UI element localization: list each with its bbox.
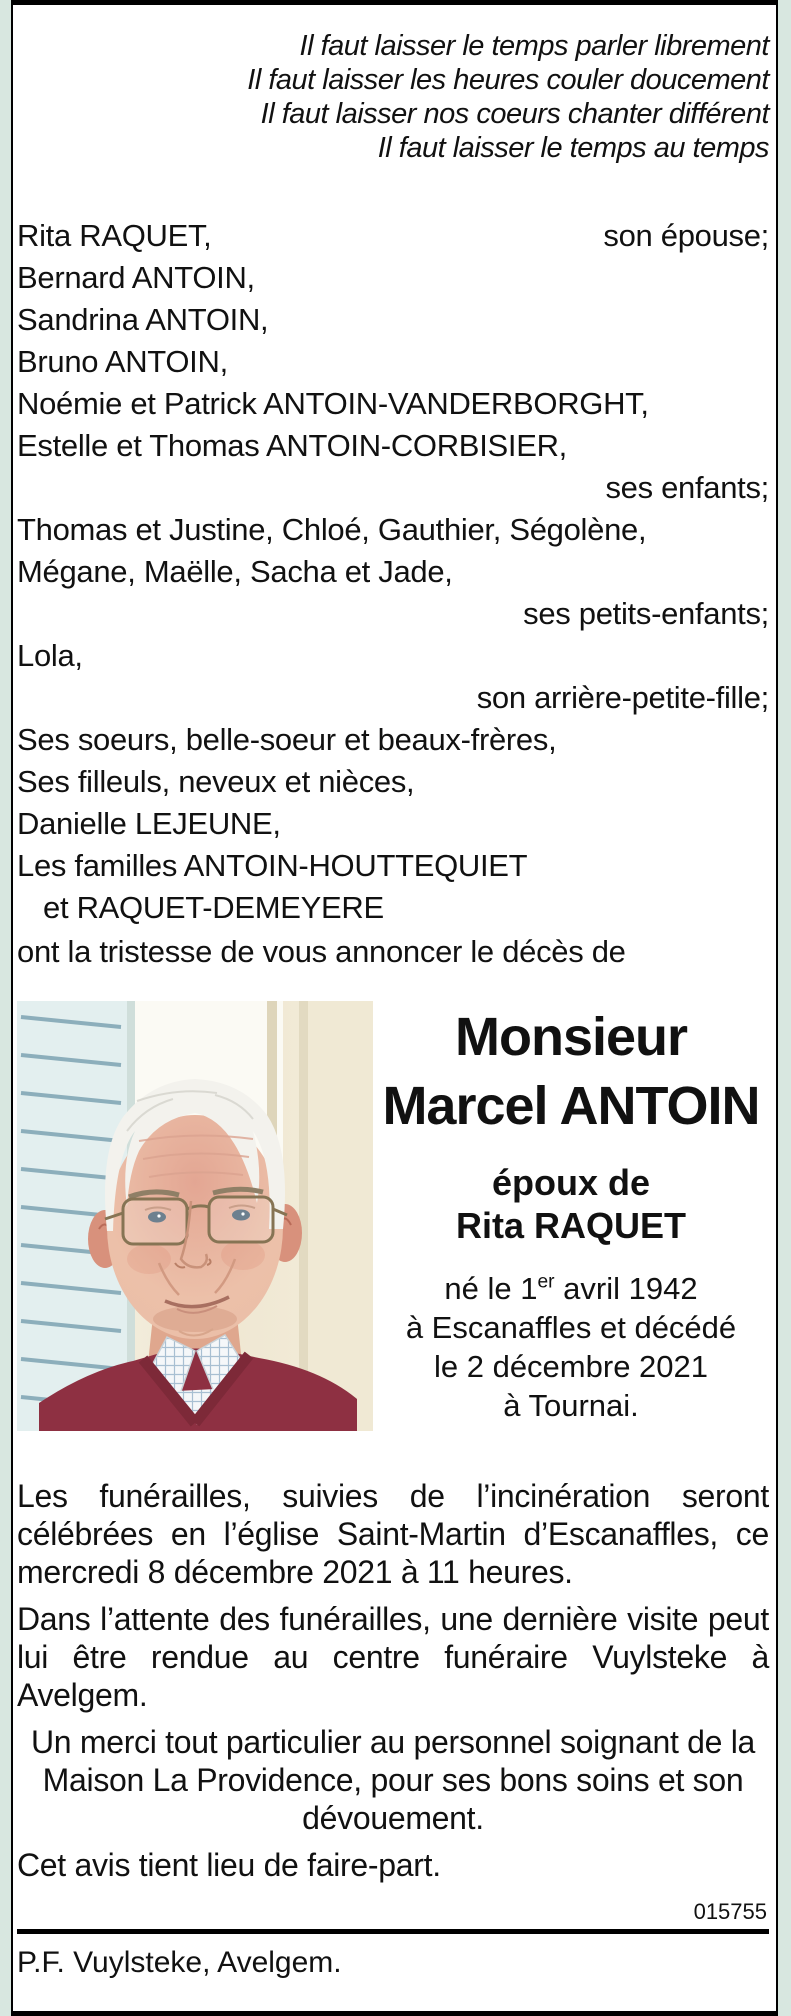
family-line [17,551,769,593]
family-line [17,467,769,509]
detail-line: le 2 décembre 2021 [433,1349,709,1384]
reference-number: 015755 [693,1899,767,1924]
deceased-title-prefix: Monsieur [454,1007,688,1067]
deceased-title [373,1003,769,1141]
family-line [17,719,769,761]
family-relation [567,425,769,467]
family-names: Lola, [17,638,83,673]
birth-line [373,1269,769,1308]
spouse-block [373,1161,769,1247]
family-line [17,341,769,383]
family-line [17,425,769,467]
family-list [17,215,769,929]
family-relation [527,845,769,887]
family-names: Les familles ANTOIN-HOUTTEQUIET [17,848,528,883]
family-line [17,299,769,341]
family-names: Rita RAQUET, [17,218,212,253]
deceased-section [17,1001,769,1431]
notice-paragraphs [17,1477,769,1884]
detail-line: à Tournai. [503,1388,639,1423]
announcement-line: ont la tristesse de vous annoncer le décès de [17,934,626,969]
family-names: Mégane, Maëlle, Sacha et Jade, [17,554,453,589]
family-line [17,803,769,845]
family-relation [414,761,769,803]
family-names: Bernard ANTOIN, [17,260,255,295]
deceased-block [373,1001,769,1431]
family-names: et RAQUET-DEMEYERE [43,890,384,925]
family-line [17,257,769,299]
notice-paragraph: Cet avis tient lieu de faire-part. [17,1847,441,1883]
family-names: Estelle et Thomas ANTOIN-CORBISIER, [17,428,567,463]
obituary-card [11,0,778,2016]
deceased-name: Marcel ANTOIN [382,1076,760,1136]
family-relation [649,383,769,425]
portrait-illustration [17,1001,373,1431]
thanks-paragraph: Un merci tout particulier au personnel soignant de la Maison La Providence, pour ses bons soins et son dévouement. [30,1724,756,1836]
poem-line: Il faut laisser nos coeurs chanter différent [260,98,769,130]
family-relation: ses enfants; [605,470,769,505]
visit-paragraph: Dans l’attente des funérailles, une dernière visite peut lui être rendue au centre funéraire Vuylsteke à Avelgem. [17,1601,769,1713]
divider-rule [17,1929,769,1934]
family-line [17,887,769,929]
family-names: Ses filleuls, neveux et nièces, [17,764,415,799]
family-line [17,635,769,677]
family-names: Noémie et Patrick ANTOIN-VANDERBORGHT, [17,386,649,421]
family-line [17,761,769,803]
family-relation [268,299,769,341]
family-relation: son épouse; [603,218,769,253]
family-relation [83,635,769,677]
family-line [17,593,769,635]
life-dates-block [373,1269,769,1425]
poem-line: Il faut laisser les heures couler doucement [247,64,769,96]
family-line [17,845,769,887]
family-relation [384,887,769,929]
family-names: Danielle LEJEUNE, [17,806,281,841]
family-names: Thomas et Justine, Chloé, Gauthier, Ségolène, [17,512,647,547]
poem-block [17,29,769,165]
birth-ordinal: er [537,1271,555,1293]
family-relation [281,803,769,845]
family-relation [255,257,769,299]
family-relation [646,509,769,551]
birth-suffix: avril 1942 [554,1271,698,1306]
family-names: Sandrina ANTOIN, [17,302,269,337]
family-line [17,509,769,551]
birth-prefix: né le 1 [444,1271,538,1306]
spouse-name: Rita RAQUET [455,1205,686,1246]
family-names: Bruno ANTOIN, [17,344,228,379]
spouse-label: époux de [491,1162,651,1203]
family-line [17,677,769,719]
family-relation [556,719,769,761]
poem-line: Il faut laisser le temps parler librement [299,30,769,62]
poem-line: Il faut laisser le temps au temps [377,132,769,164]
family-relation [228,341,769,383]
family-relation [453,551,769,593]
family-line [17,215,769,257]
family-names: Ses soeurs, belle-soeur et beaux-frères, [17,722,557,757]
funeral-home-signature: P.F. Vuylsteke, Avelgem. [17,1946,342,1979]
portrait-photo [17,1001,373,1431]
family-relation: ses petits-enfants; [523,596,769,631]
detail-line: à Escanaffles et décédé [405,1310,737,1345]
funeral-paragraph: Les funérailles, suivies de l’incinération seront célébrées en l’église Saint-Martin d’Escanaffles, ce mercredi 8 décembre 2021 à 11 heures. [17,1478,769,1590]
family-relation: son arrière-petite-fille; [476,680,769,715]
family-line [17,383,769,425]
